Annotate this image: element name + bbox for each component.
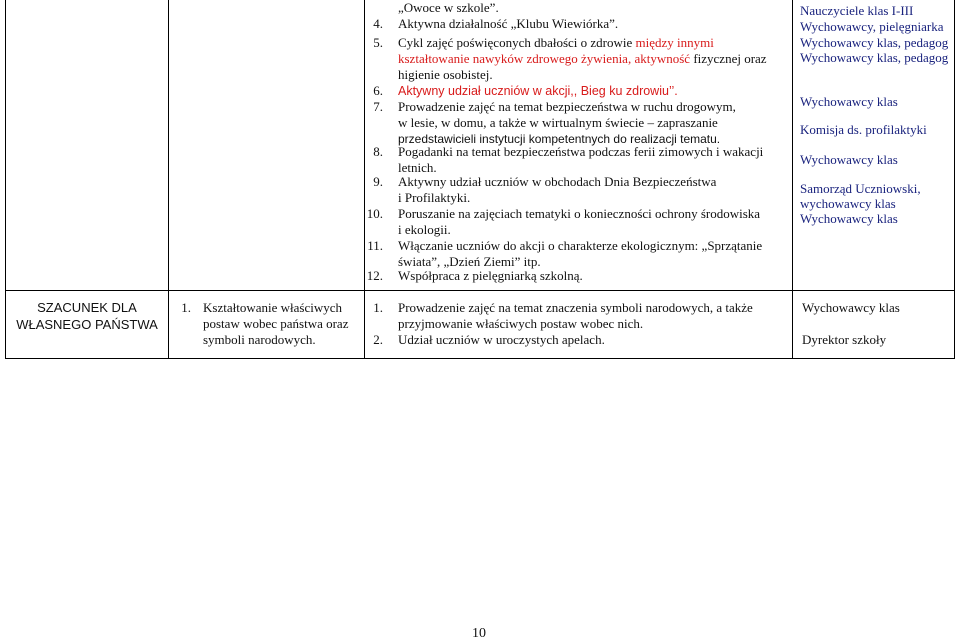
area-title-line: WŁASNEGO PAŃSTWA [16, 317, 158, 332]
goal-number: 1. [181, 300, 191, 315]
activity-item: Prowadzenie zajęć na temat bezpieczeństwa w ruchu drogowym, w lesie, w domu, a także w wirtualnym świecie – zapraszanie przedstawicieli instytucji kompetentnych do realizacji tematu. [398, 99, 736, 146]
list-number: 9. [373, 174, 383, 189]
responsible-entry: Wychowawcy klas [800, 211, 898, 226]
activity-item: Pogadanki na temat bezpieczeństwa podczas ferii zimowych i wakacji letnich. [398, 144, 764, 175]
activity-item: Poruszanie na zajęciach tematyki o konieczności ochrony środowiska i ekologii. [398, 206, 761, 237]
goal-cell: Kształtowanie właściwych postaw wobec państwa oraz symboli narodowych. [203, 300, 349, 347]
responsible-entry: Nauczyciele klas I-III [800, 3, 914, 18]
activity-item: „Owoce w szkole”. [398, 0, 499, 15]
activity-item: Prowadzenie zajęć na temat znaczenia symboli narodowych, a także przyjmowanie właściwych postaw wobec nich. [398, 300, 753, 331]
list-number: 7. [373, 99, 383, 114]
area-cell [5, 299, 169, 333]
responsible-entry: Komisja ds. profilaktyki [800, 122, 927, 137]
responsible-entry: Wychowawcy klas, pedagog [800, 50, 949, 65]
responsible-entry: Wychowawcy klas [802, 300, 900, 315]
list-number: 11. [367, 238, 383, 253]
table-border-bottom [5, 358, 955, 359]
responsible-entry: Wychowawcy klas [800, 94, 898, 109]
activity-item: Aktywny udział uczniów w obchodach Dnia Bezpieczeństwa i Profilaktyki. [398, 174, 717, 205]
activity-item: Włączanie uczniów do akcji o charakterze ekologicznym: „Sprzątanie świata”, „Dzień Ziemi” itp. [398, 238, 763, 269]
list-number: 8. [373, 144, 383, 159]
responsible-entry: Wychowawcy klas [800, 152, 898, 167]
activity-item: Udział uczniów w uroczystych apelach. [398, 332, 605, 347]
list-number: 10. [366, 206, 383, 221]
responsible-entry: Wychowawcy, pielęgniarka [800, 19, 944, 34]
page-number: 10 [472, 626, 486, 641]
table-border-col4 [792, 0, 793, 359]
list-number: 5. [373, 35, 383, 50]
list-number: 4. [373, 16, 383, 31]
activity-item: Cykl zajęć poświęconych dbałości o zdrowie między innymi kształtowanie nawyków zdrowego żywienia, aktywność fizycznej oraz higienie osobistej. [398, 35, 767, 82]
activity-item: Współpraca z pielęgniarką szkolną. [398, 268, 583, 283]
responsible-entry: Dyrektor szkoły [802, 332, 887, 347]
responsible-entry: Samorząd Uczniowski, [800, 181, 921, 196]
list-number: 12. [366, 268, 383, 283]
list-number: 2. [373, 332, 383, 347]
list-number: 1. [373, 300, 383, 315]
responsible-entry: wychowawcy klas [800, 196, 896, 211]
list-number: 6. [373, 83, 383, 98]
table-border-right [954, 0, 955, 359]
area-title-line: SZACUNEK DLA [37, 300, 137, 315]
responsible-entry: Wychowawcy klas, pedagog [800, 35, 949, 50]
activity-item: Aktywny udział uczniów w akcji,, Bieg ku zdrowiu’’. [398, 84, 678, 98]
row-divider [5, 290, 955, 291]
activity-item: Aktywna działalność „Klubu Wiewiórka”. [398, 16, 619, 31]
